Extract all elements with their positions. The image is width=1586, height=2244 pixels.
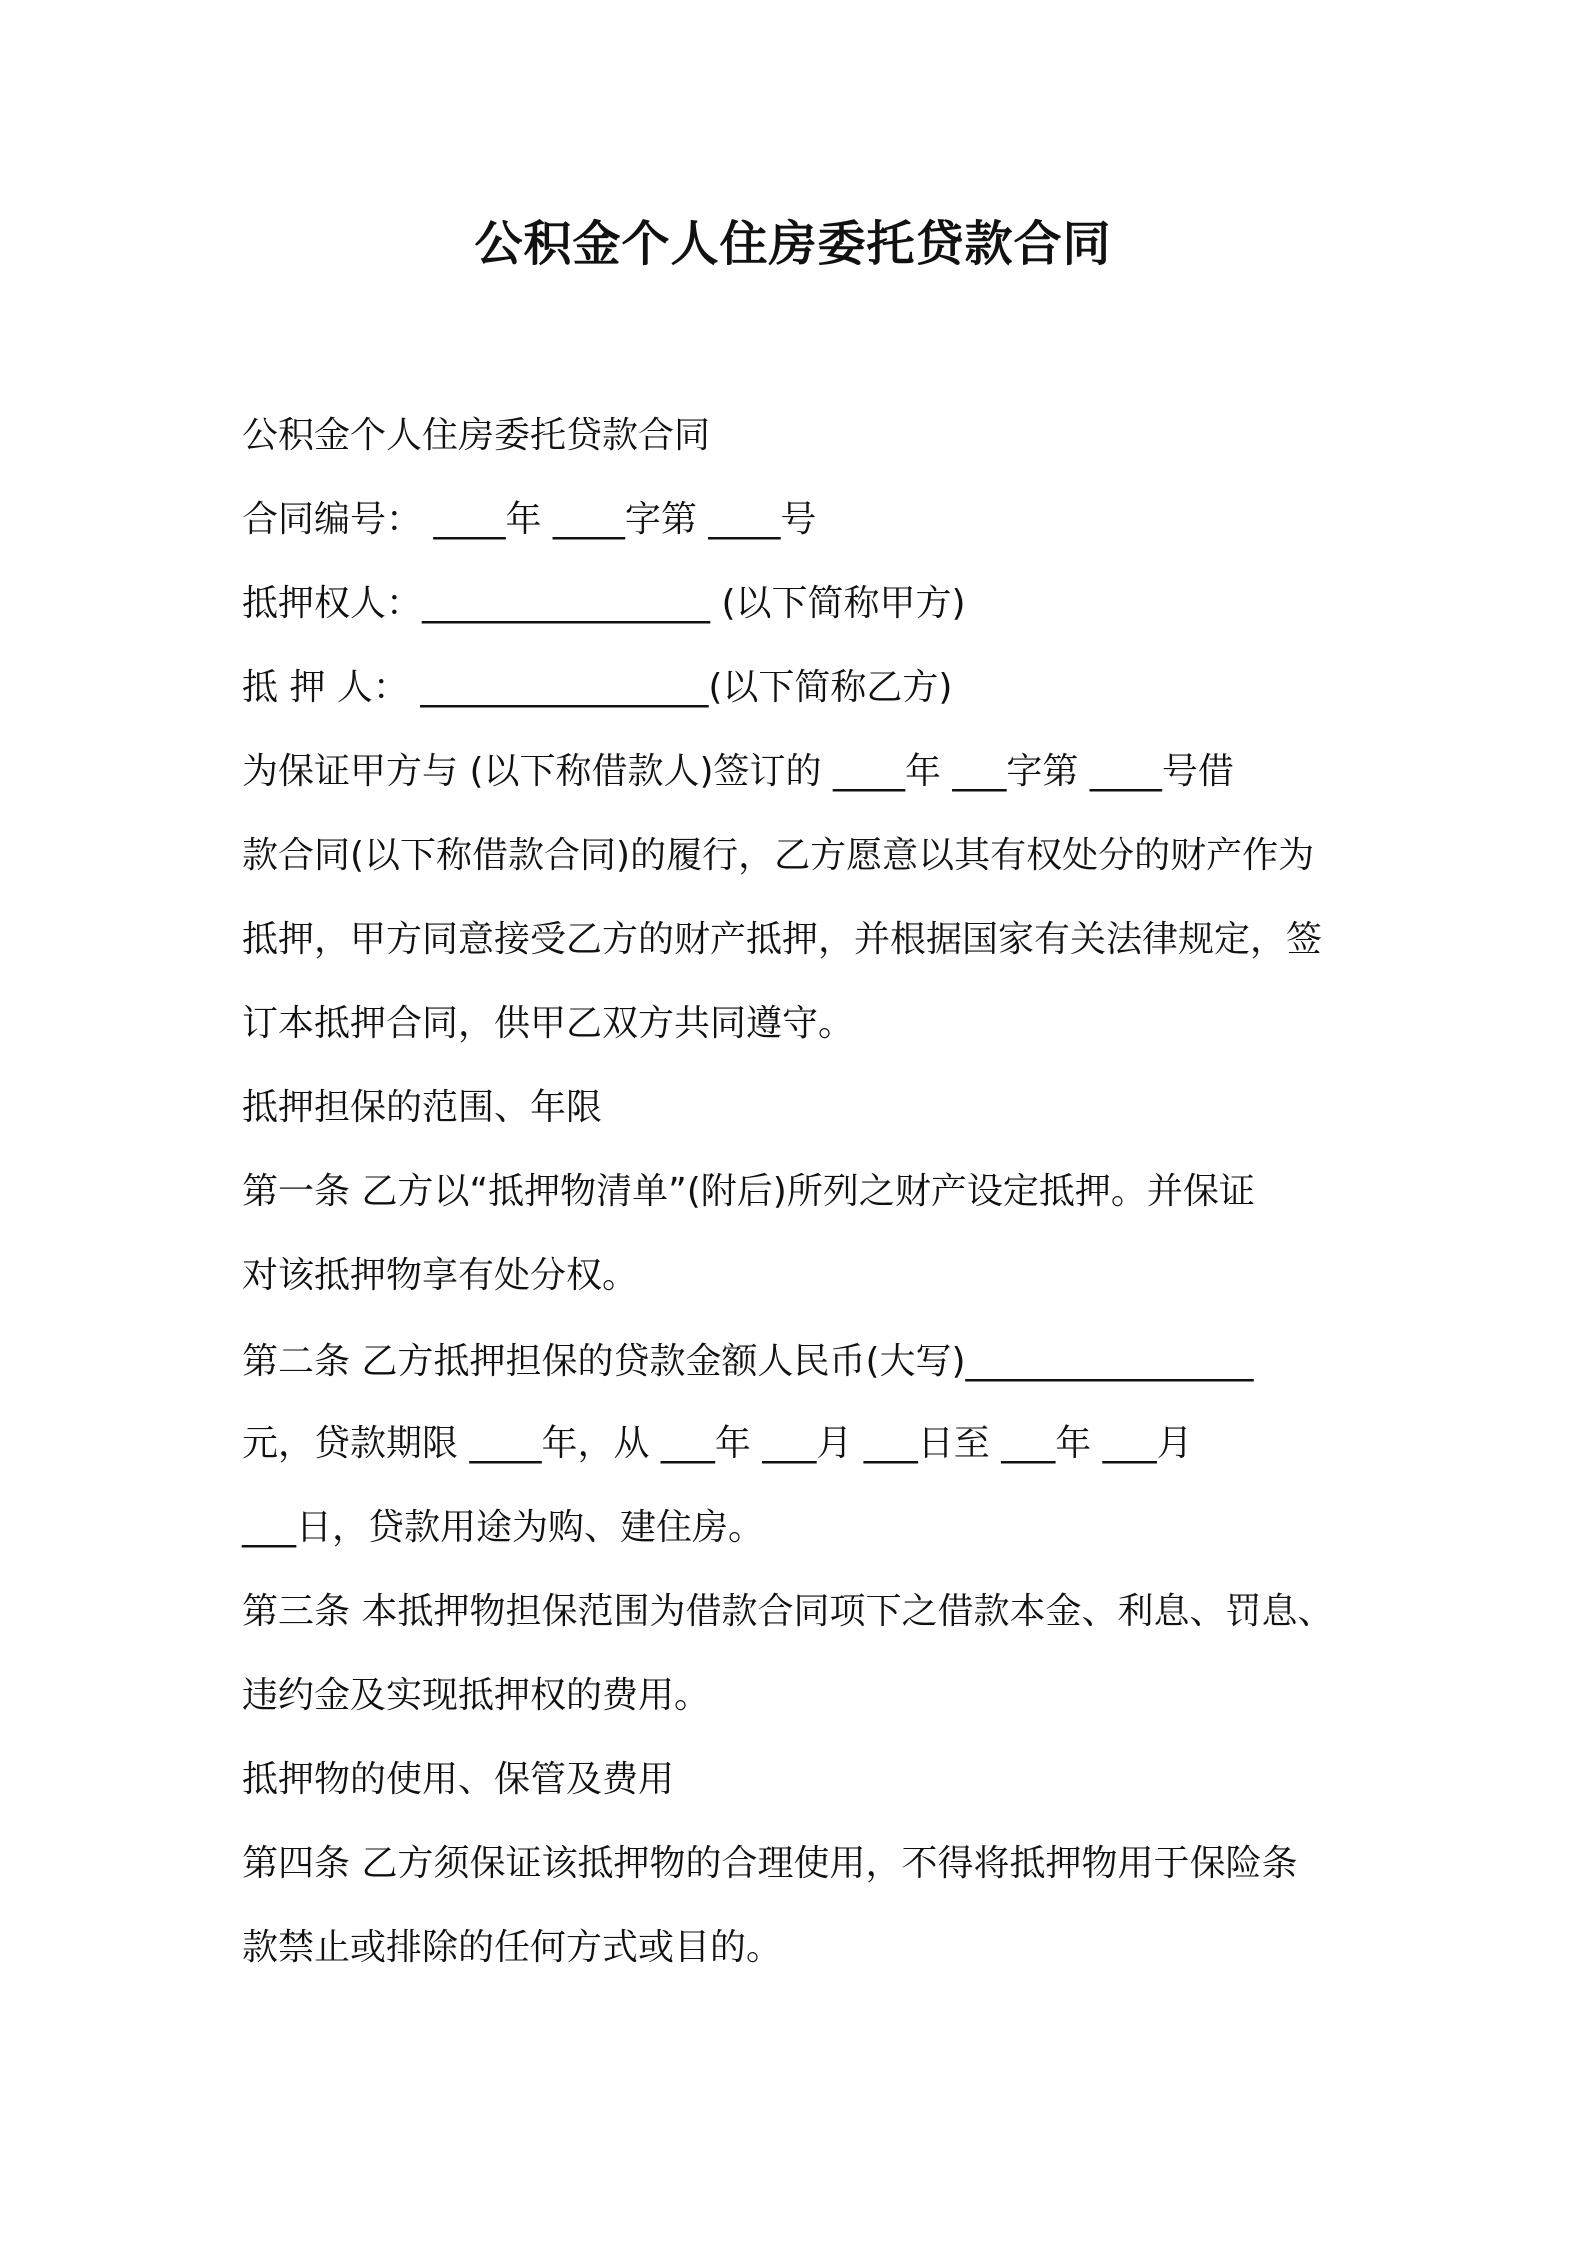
subtitle-line: 公积金个人住房委托贷款合同 bbox=[242, 415, 711, 456]
article-3-line-1: 第三条 本抵押物担保范围为借款合同项下之借款本金、利息、罚息、 bbox=[242, 1591, 1334, 1632]
article-2-line-2: 元，贷款期限 ____年，从 ___年 ___月 ___日至 ___年 ___月 bbox=[242, 1423, 1193, 1464]
article-1-line-2: 对该抵押物享有处分权。 bbox=[242, 1255, 639, 1296]
article-2-line-1: 第二条 乙方抵押担保的贷款金额人民币(大写)________________ bbox=[242, 1341, 1254, 1382]
article-2-line-3: ___日，贷款用途为购、建住房。 bbox=[242, 1507, 765, 1548]
preamble-line-4: 订本抵押合同，供甲乙双方共同遵守。 bbox=[242, 1003, 855, 1044]
article-3-line-2: 违约金及实现抵押权的费用。 bbox=[242, 1675, 711, 1716]
article-1-line-1: 第一条 乙方以“抵押物清单”(附后)所列之财产设定抵押。并保证 bbox=[242, 1171, 1255, 1212]
preamble-line-1: 为保证甲方与 (以下称借款人)签订的 ____年 ___字第 ____号借 bbox=[242, 751, 1234, 792]
contract-number-line: 合同编号： ____年 ____字第 ____号 bbox=[242, 499, 817, 540]
mortgagee-line: 抵押权人：________________ (以下简称甲方) bbox=[242, 583, 966, 624]
mortgagor-line: 抵 押 人： ________________(以下简称乙方) bbox=[242, 667, 953, 708]
article-4-line-2: 款禁止或排除的任何方式或目的。 bbox=[242, 1927, 783, 1968]
document-title: 公积金个人住房委托贷款合同 bbox=[474, 216, 1112, 272]
preamble-line-2: 款合同(以下称借款合同)的履行，乙方愿意以其有权处分的财产作为 bbox=[242, 835, 1315, 876]
preamble-line-3: 抵押，甲方同意接受乙方的财产抵押，并根据国家有关法律规定，签 bbox=[242, 919, 1323, 960]
section-heading-scope: 抵押担保的范围、年限 bbox=[242, 1087, 603, 1128]
article-4-line-1: 第四条 乙方须保证该抵押物的合理使用，不得将抵押物用于保险条 bbox=[242, 1843, 1298, 1884]
section-heading-usage: 抵押物的使用、保管及费用 bbox=[242, 1759, 675, 1800]
